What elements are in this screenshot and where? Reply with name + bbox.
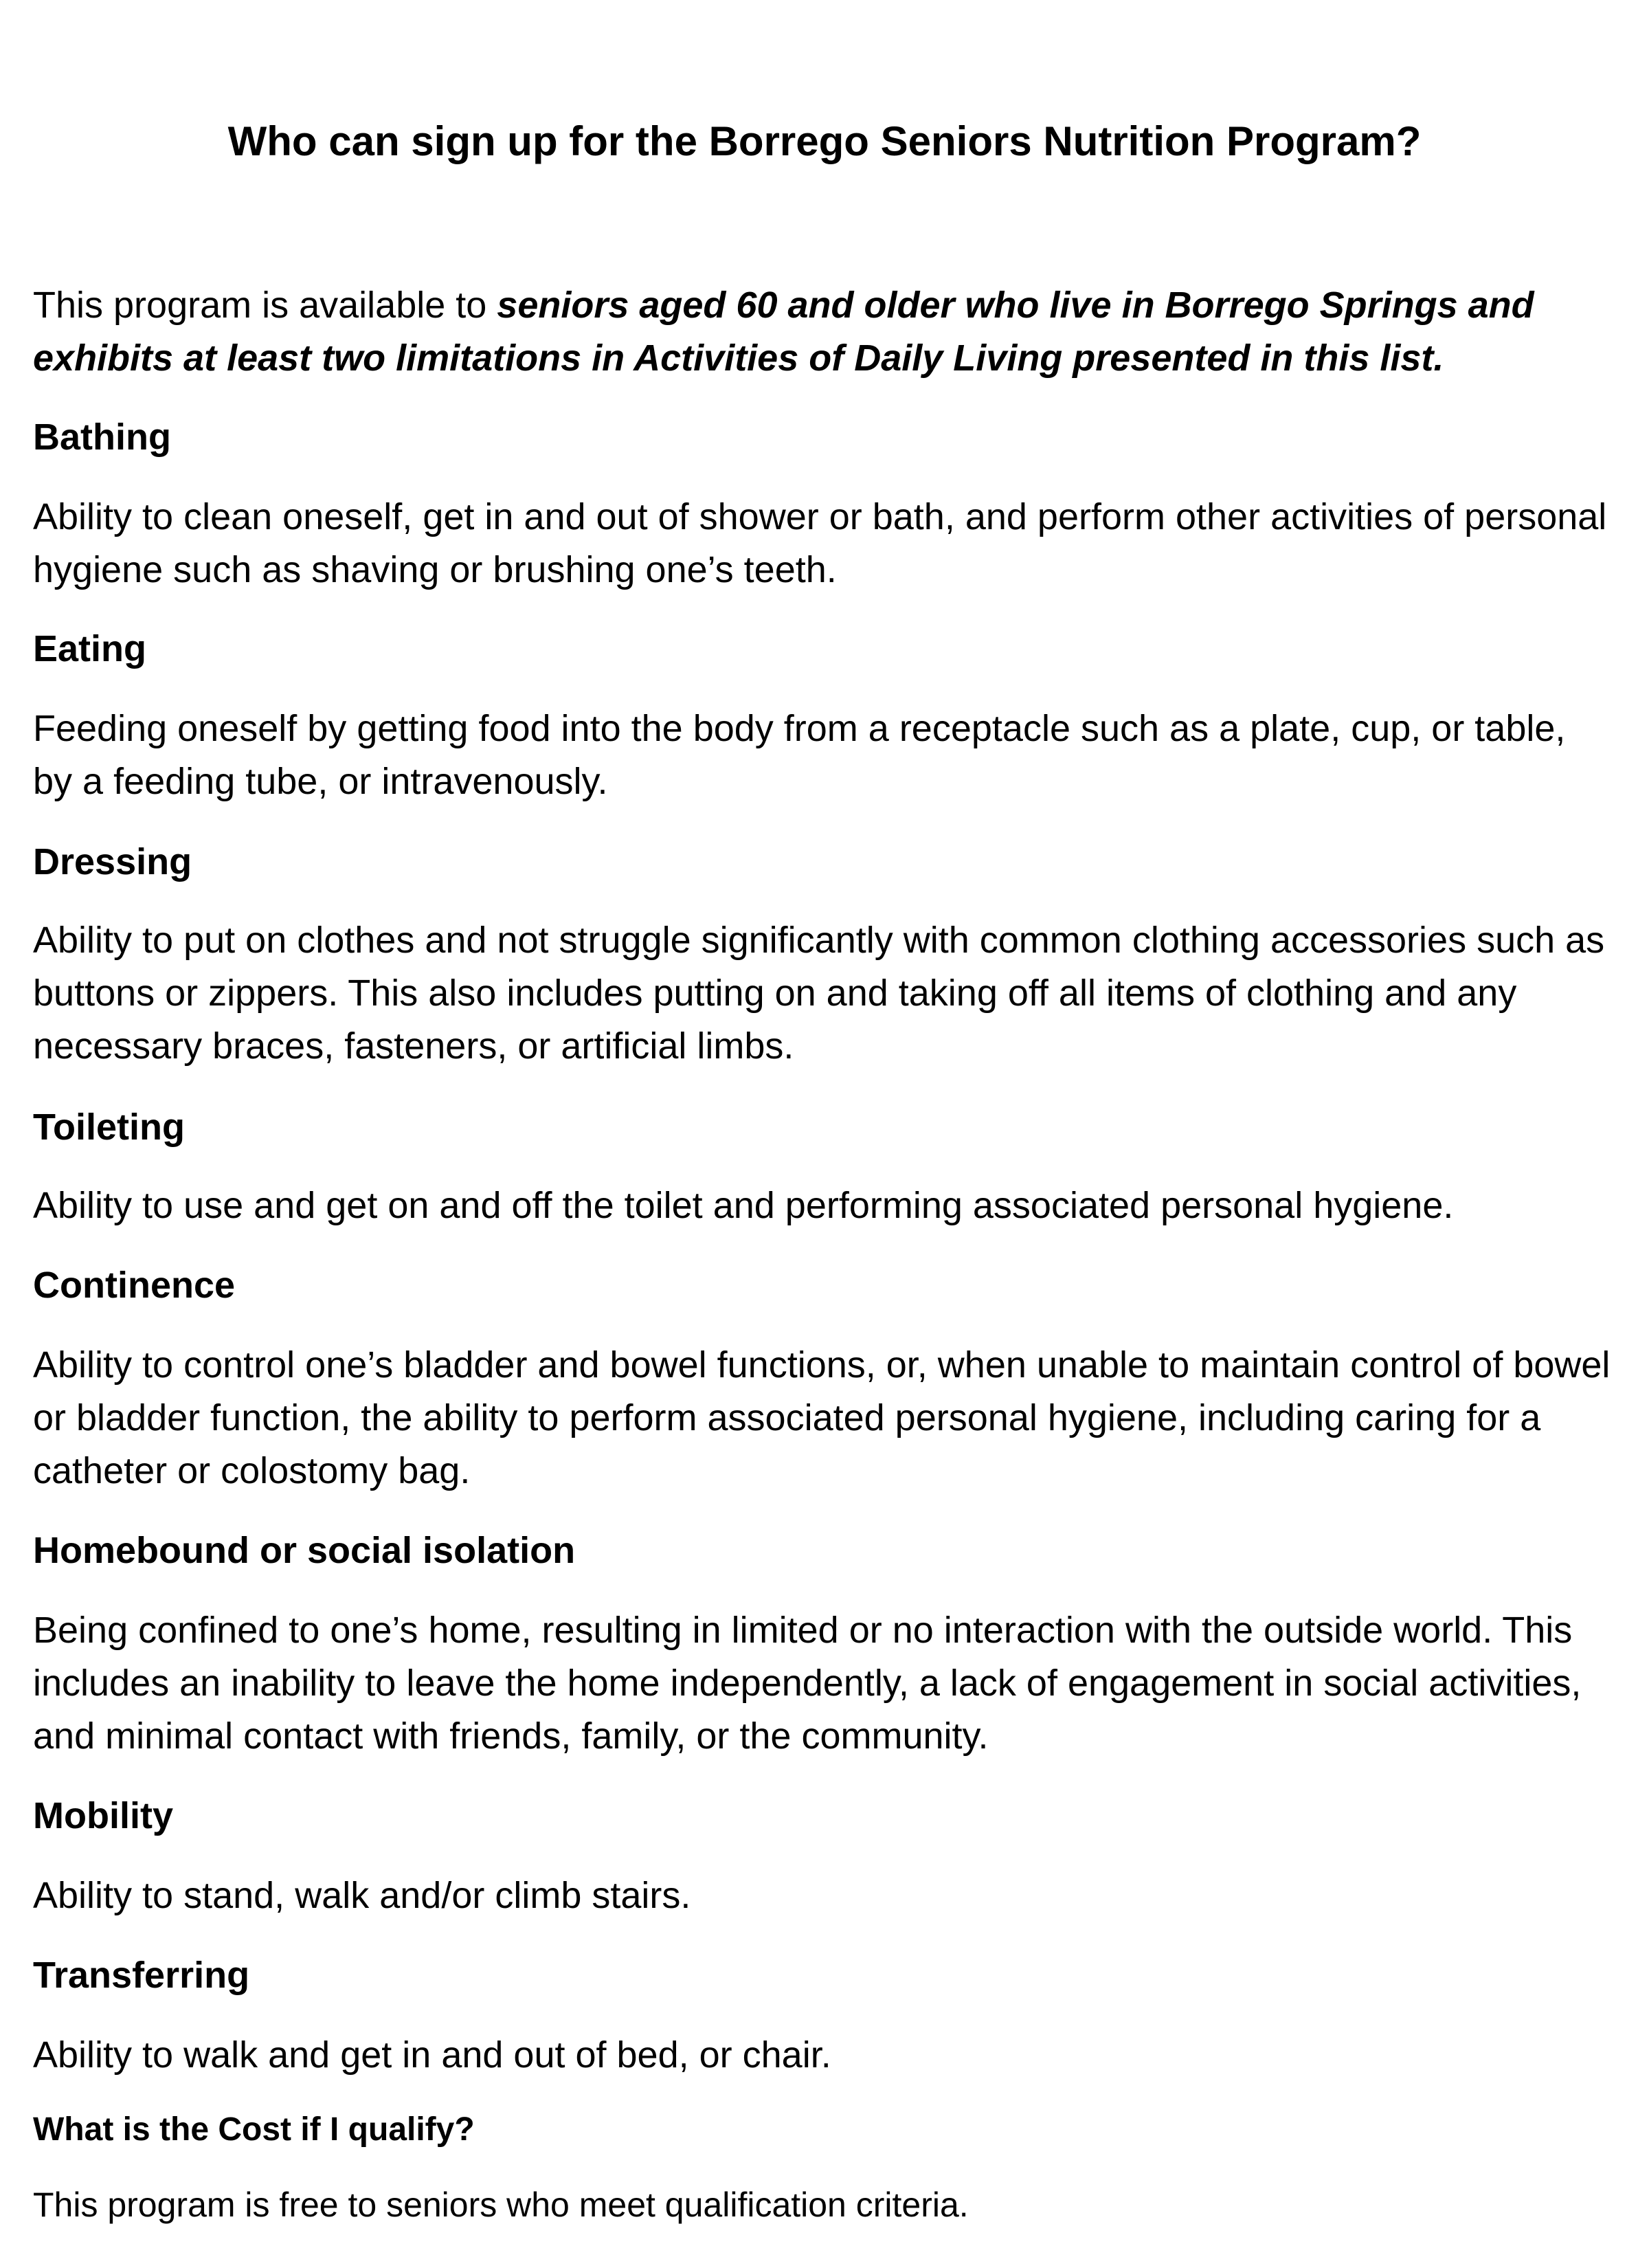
intro-eligibility-emphasis: seniors aged 60 and older who live in Borrego Springs and exhibits at least two limitations in Activities of Daily Living presented in this list.	[33, 285, 1534, 379]
cost-heading: What is the Cost if I qualify?	[33, 2111, 475, 2148]
section-heading-bathing: Bathing	[33, 416, 171, 458]
section-heading-eating: Eating	[33, 628, 147, 669]
section-body-dressing: Ability to put on clothes and not struggle significantly with common clothing accessories such as buttons or zippers. This also includes putting on and taking off all items of clothing and any necessary braces, fasteners, or artificial limbs.	[33, 920, 1605, 1067]
section-heading-continence: Continence	[33, 1265, 236, 1306]
section-body-toileting: Ability to use and get on and off the toilet and performing associated personal hygiene.	[33, 1185, 1454, 1226]
intro-paragraph	[33, 279, 1613, 385]
section-heading-transferring: Transferring	[33, 1955, 250, 1996]
section-body-eating: Feeding oneself by getting food into the body from a receptacle such as a plate, cup, or table, by a feeding tube, or intravenously.	[33, 708, 1566, 802]
section-body-continence: Ability to control one’s bladder and bowel functions, or, when unable to maintain control of bowel or bladder function, the ability to perform associated personal hygiene, including caring for a catheter or colostomy bag.	[33, 1344, 1611, 1491]
intro-lead: This program is available to	[33, 285, 497, 326]
section-body-homebound: Being confined to one’s home, resulting in limited or no interaction with the outside world. This includes an inability to leave the home independently, a lack of engagement in social activities, and minimal contact with friends, family, or the community.	[33, 1610, 1582, 1757]
section-heading-mobility: Mobility	[33, 1795, 173, 1836]
page-title: Who can sign up for the Borrego Seniors Nutrition Program?	[227, 118, 1422, 164]
section-body-transferring: Ability to walk and get in and out of bed, or chair.	[33, 2034, 831, 2076]
section-heading-toileting: Toileting	[33, 1107, 185, 1148]
cost-body: This program is free to seniors who meet qualification criteria.	[33, 2186, 969, 2224]
section-body-bathing: Ability to clean oneself, get in and out of shower or bath, and perform other activities of personal hygiene such as shaving or brushing one’s teeth.	[33, 496, 1607, 590]
section-heading-homebound: Homebound or social isolation	[33, 1530, 576, 1571]
section-heading-dressing: Dressing	[33, 841, 192, 882]
section-body-mobility: Ability to stand, walk and/or climb stairs.	[33, 1875, 691, 1916]
